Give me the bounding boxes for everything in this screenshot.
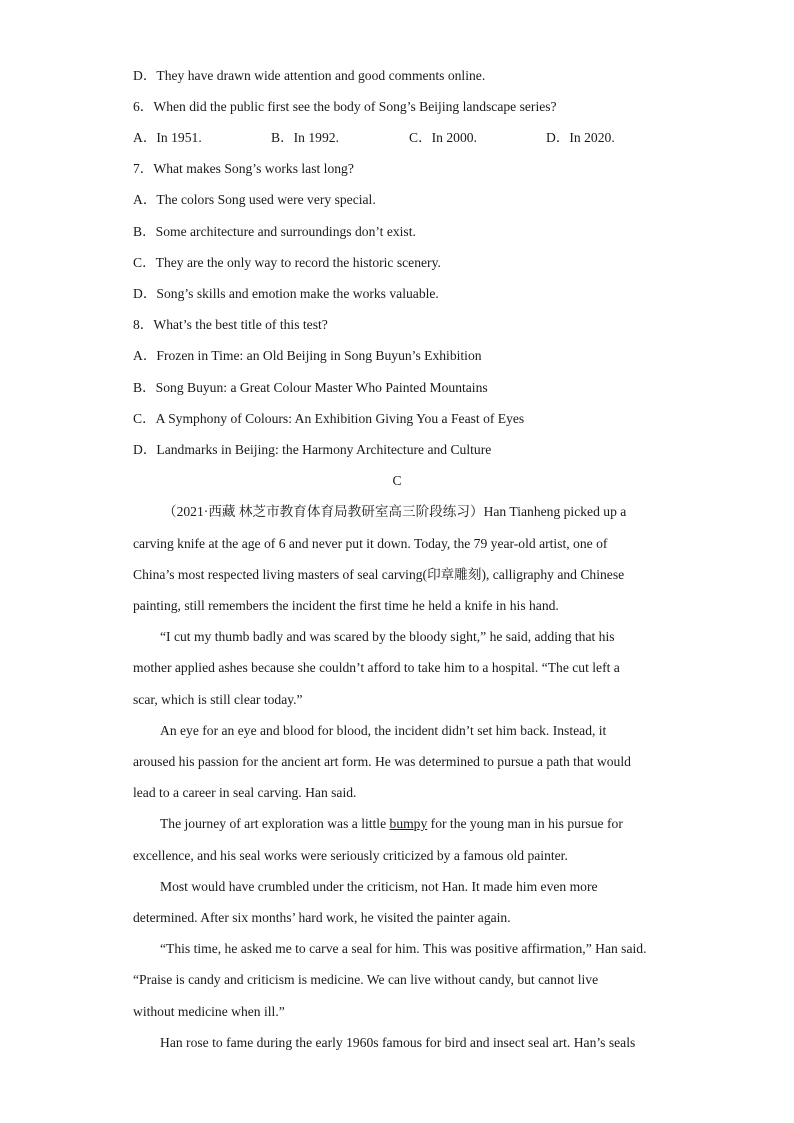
passage-line: China’s most respected living masters of seal carving(印章雕刻), calligraphy and Chinese: [133, 567, 625, 582]
passage-line: Most would have crumbled under the criticism, not Han. It made him even more: [160, 879, 598, 894]
q7-option-c: C．They are the only way to record the historic scenery.: [133, 255, 441, 270]
passage-line: “Praise is candy and criticism is medicine. We can live without candy, but cannot live: [133, 972, 599, 987]
passage-line: scar, which is still clear today.”: [133, 692, 303, 707]
passage-line: determined. After six months’ hard work, he visited the painter again.: [133, 910, 511, 925]
q6-option-d: D．In 2020.: [546, 130, 615, 145]
q7-option-d: D．Song’s skills and emotion make the works valuable.: [133, 286, 439, 301]
q8-question: 8．What’s the best title of this test?: [133, 317, 328, 332]
q7-question: 7．What makes Song’s works last long?: [133, 161, 354, 176]
passage-line: excellence, and his seal works were seriously criticized by a famous old painter.: [133, 848, 568, 863]
passage-line: “I cut my thumb badly and was scared by the bloody sight,” he said, adding that his: [160, 629, 615, 644]
passage-text: The journey of art exploration was a little: [160, 816, 390, 831]
q6-option-b: B．In 1992.: [271, 130, 339, 145]
q7-option-b: B．Some architecture and surroundings don’t exist.: [133, 224, 416, 239]
section-heading: C: [392, 473, 402, 488]
q8-option-a: A．Frozen in Time: an Old Beijing in Song Buyun’s Exhibition: [133, 348, 482, 363]
q8-option-b: B．Song Buyun: a Great Colour Master Who Painted Mountains: [133, 380, 488, 395]
q8-option-d: D．Landmarks in Beijing: the Harmony Architecture and Culture: [133, 442, 492, 457]
passage-line: without medicine when ill.”: [133, 1004, 285, 1019]
passage-line: painting, still remembers the incident the first time he held a knife in his hand.: [133, 598, 559, 613]
q5-option-d: D．They have drawn wide attention and good comments online.: [133, 68, 486, 83]
passage-line: Han rose to fame during the early 1960s famous for bird and insect seal art. Han’s seals: [160, 1035, 636, 1050]
q6-option-a: A．In 1951.: [133, 130, 202, 145]
q8-option-c: C．A Symphony of Colours: An Exhibition Giving You a Feast of Eyes: [133, 411, 525, 426]
passage-line: carving knife at the age of 6 and never put it down. Today, the 79 year-old artist, one of: [133, 536, 608, 551]
passage-line: “This time, he asked me to carve a seal for him. This was positive affirmation,” Han said.: [160, 941, 647, 956]
passage-line: aroused his passion for the ancient art form. He was determined to pursue a path that would: [133, 754, 631, 769]
q6-option-c: C．In 2000.: [409, 130, 477, 145]
passage-line: lead to a career in seal carving. Han said.: [133, 785, 357, 800]
q7-option-a: A．The colors Song used were very special.: [133, 192, 376, 207]
passage-line: mother applied ashes because she couldn’t afford to take him to a hospital. “The cut left a: [133, 660, 620, 675]
passage-line-with-underline: [160, 815, 623, 833]
passage-line: An eye for an eye and blood for blood, the incident didn’t set him back. Instead, it: [160, 723, 607, 738]
q6-question: 6．When did the public first see the body of Song’s Beijing landscape series?: [133, 99, 557, 114]
passage-line: （2021·西藏 林芝市教育体育局教研室高三阶段练习）Han Tianheng picked up a: [163, 504, 627, 519]
passage-text: for the young man in his pursue for: [427, 816, 623, 831]
underlined-word: bumpy: [389, 816, 428, 831]
